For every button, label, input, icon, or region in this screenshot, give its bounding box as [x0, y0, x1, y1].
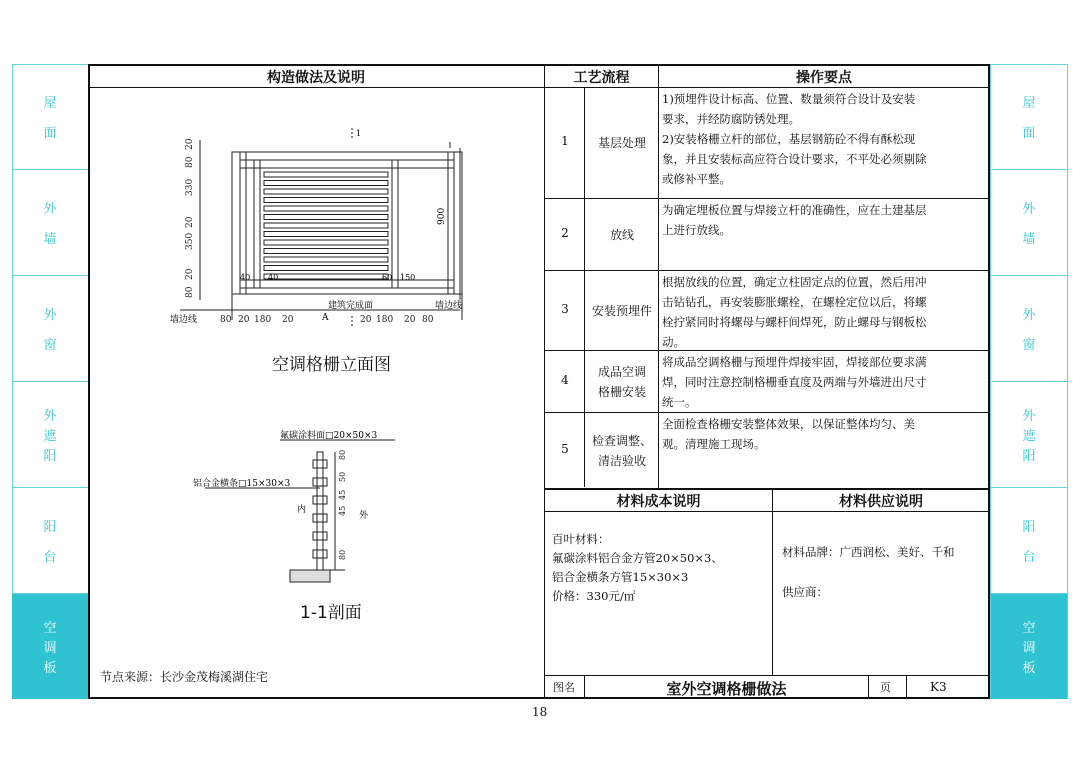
side-nav-char: 面 [1022, 126, 1036, 142]
process-row-step: 基层处理 [597, 136, 646, 150]
elevation-slat [264, 181, 388, 186]
section-dim: 50 [338, 471, 347, 482]
elevation-slat [264, 249, 388, 254]
source-note: 节点来源：长沙金茂梅溪湖住宅 [100, 670, 269, 684]
elevation-vdim: 350 [185, 232, 195, 250]
cost-line-1: 百叶材料： [552, 532, 610, 546]
cost-line-3: 铝合金横条方管15×30×3 [552, 570, 689, 584]
elevation-vdim: 20 [185, 138, 195, 150]
side-nav-char: 阳 [43, 519, 57, 535]
side-nav-char: 台 [43, 550, 57, 566]
side-nav-item-5[interactable] [991, 594, 1067, 699]
elevation-slat [264, 257, 388, 262]
elevation-top-60: 60 [382, 273, 393, 282]
section-slat [313, 532, 327, 540]
cost-header: 材料成本说明 [616, 494, 701, 510]
side-nav-char: 台 [1022, 550, 1036, 566]
elevation-finish-label: 建筑完成面 [328, 301, 374, 311]
elevation-vdim: 20 [185, 216, 195, 228]
elevation-vdim: 80 [185, 156, 195, 168]
side-nav-char: 阳 [1022, 519, 1036, 535]
materials-top-border [544, 488, 990, 490]
side-nav-char: 墙 [1022, 232, 1036, 248]
process-row-desc-line: 要求，并经防腐防锈处理。 [662, 112, 800, 126]
row-divider-3 [544, 350, 990, 351]
elevation-title: 空调格栅立面图 [272, 355, 391, 375]
process-row-desc-line: 观。清理施工现场。 [662, 437, 766, 451]
process-row-num: 3 [561, 301, 569, 316]
section-dim: 45 [338, 489, 347, 500]
side-nav-char: 屋 [1022, 95, 1036, 111]
materials-col-divider [772, 488, 773, 675]
process-row-desc-line: 2)安装格栅立杆的部位，基层钢筋砼不得有酥松现 [662, 132, 916, 146]
side-nav-char: 调 [1022, 640, 1036, 656]
elevation-post-inner-left [254, 160, 260, 288]
side-nav-char: 外 [43, 408, 57, 424]
process-row-step: 安装预埋件 [591, 303, 652, 318]
side-nav-char: 外 [1022, 201, 1036, 217]
side-nav-item-1[interactable] [12, 170, 88, 276]
process-row-desc-line: 或修补平整。 [662, 172, 731, 186]
section-inside-label: 内 [297, 505, 307, 515]
elevation-hdim: 180 [376, 315, 394, 325]
elevation-slats [264, 172, 388, 279]
supply-header: 材料供应说明 [839, 494, 923, 510]
side-nav-item-4[interactable] [12, 488, 88, 594]
section-post [317, 452, 323, 582]
section-drawing [185, 430, 415, 590]
side-nav-item-1[interactable] [991, 170, 1067, 276]
elevation-hdim: 80 [422, 315, 434, 325]
side-nav-char: 外 [1022, 307, 1036, 323]
elevation-slat [264, 274, 388, 279]
points-header: 操作要点 [796, 70, 852, 86]
side-nav-char: 板 [1022, 661, 1036, 677]
title-block-top [544, 675, 990, 676]
side-nav-char: 阳 [1022, 449, 1036, 465]
elevation-slat [264, 172, 388, 177]
elevation-top-150: 150 [400, 273, 416, 282]
section-outside-label: 外 [359, 511, 369, 521]
process-row-desc-line: 焊，同时注意控制格栅垂直度及两端与外墙进出尺寸 [662, 375, 927, 389]
side-nav-item-0[interactable] [991, 64, 1067, 170]
process-row-step: 放线 [609, 227, 634, 242]
title-page-divider-a [868, 675, 869, 699]
cost-line-2: 氟碳涂料铝合金方管20×50×3、 [552, 551, 723, 565]
elevation-slat [264, 206, 388, 211]
side-nav-char: 遮 [1022, 428, 1036, 444]
elevation-hdim: 20 [238, 315, 250, 325]
side-nav-char: 墙 [43, 232, 57, 248]
section-slat [313, 550, 327, 558]
elevation-hdim: 20 [404, 315, 416, 325]
side-nav-char: 面 [43, 126, 57, 142]
elevation-top-rail [240, 160, 454, 168]
elevation-slat [264, 266, 388, 271]
side-nav-item-3[interactable] [991, 382, 1067, 488]
process-row-num: 5 [561, 441, 569, 456]
elevation-hdim: 20 [360, 315, 372, 325]
elevation-slat [264, 240, 388, 245]
side-nav-char: 空 [1022, 620, 1036, 636]
side-nav-item-4[interactable] [991, 488, 1067, 594]
row-divider-1 [544, 198, 990, 199]
section-title: 1-1剖面 [300, 603, 362, 623]
elevation-hdim: 80 [220, 315, 232, 325]
elevation-post-inner-right [392, 160, 398, 288]
side-nav-char: 遮 [43, 428, 57, 444]
title-page-divider-b [906, 675, 907, 699]
row-divider-4 [544, 412, 990, 413]
elevation-height-label: 900 [437, 207, 447, 225]
section-dim: 80 [338, 449, 347, 460]
section-top-material: 氟碳涂料面□20×50×3 [280, 431, 378, 441]
process-row-num: 1 [561, 134, 569, 148]
elevation-slat [264, 198, 388, 203]
process-row-desc-line: 上进行放线。 [662, 223, 731, 237]
elevation-drawing [160, 120, 490, 330]
side-nav-item-2[interactable] [12, 276, 88, 382]
page-number: 18 [532, 705, 548, 719]
elevation-slat [264, 223, 388, 228]
page-label: 页 [880, 681, 891, 694]
section-slats [313, 460, 327, 558]
elevation-post-right [448, 152, 454, 294]
process-row-desc-line: 统一。 [662, 395, 697, 409]
section-slat [313, 478, 327, 486]
side-nav-char: 窗 [43, 338, 57, 354]
side-nav-item-5[interactable] [12, 594, 88, 699]
process-row-desc-line: 栓拧紧同时将螺母与螺杆间焊死，防止螺母与钢板松 [662, 315, 927, 329]
process-row-desc-line: 全面检查格栅安装整体效果，以保证整体均匀、美 [662, 417, 915, 431]
process-row-desc-line: 将成品空调格栅与预埋件焊接牢固，焊接部位要求满 [662, 355, 927, 369]
elevation-cut-marker: 1 [356, 129, 362, 138]
elevation-hdim: 180 [254, 315, 272, 325]
elevation-top-40b: 40 [268, 273, 279, 282]
section-slat [313, 496, 327, 504]
process-row-step: 检查调整、 清洁验收 [591, 433, 652, 468]
process-row-desc-line: 根据放线的位置，确定立柱固定点的位置，然后用冲 [662, 275, 927, 289]
section-dim: 45 [338, 505, 347, 516]
process-row-desc-line: 象，并且安装标高应符合设计要求，不平处必须剔除 [662, 152, 927, 166]
header-divider [88, 87, 990, 88]
elevation-hdim: 20 [282, 315, 294, 325]
side-nav-item-0[interactable] [12, 64, 88, 170]
side-nav-char: 板 [43, 661, 57, 677]
elevation-right-edge: 墙边线 [435, 301, 463, 311]
cost-line-4: 价格：330元/㎡ [552, 589, 636, 603]
step-col-divider [658, 64, 659, 488]
side-nav-char: 屋 [43, 95, 57, 111]
side-nav-char: 外 [43, 201, 57, 217]
side-nav-char: 窗 [1022, 338, 1036, 354]
elevation-slat [264, 189, 388, 194]
page-code: K3 [930, 680, 947, 694]
section-dim: 80 [338, 549, 347, 560]
row-divider-2 [544, 270, 990, 271]
process-row-desc-line: 动。 [662, 335, 685, 349]
elevation-vdim: 20 [185, 268, 195, 280]
process-row-desc-line: 击钻钻孔，再安装膨胀螺栓，在螺栓定位以后，将螺 [662, 295, 927, 309]
process-row-desc-line: 为确定埋板位置与焊接立杆的准确性，应在土建基层 [662, 203, 927, 217]
elevation-slat [264, 232, 388, 237]
process-header: 工艺流程 [573, 70, 630, 86]
side-nav-item-2[interactable] [991, 276, 1067, 382]
construction-header: 构造做法及说明 [267, 70, 365, 86]
elevation-cut-label: A [322, 313, 329, 323]
elevation-slat [264, 215, 388, 220]
process-row-desc-line: 1)预埋件设计标高、位置、数量须符合设计及安装 [662, 92, 916, 106]
process-row-num: 2 [561, 225, 569, 240]
process-row-step: 成品空调 格栅安装 [597, 364, 646, 399]
elevation-vdim: 330 [185, 178, 195, 196]
brand-line: 材料品牌：广西润松、美好、千和 [782, 545, 955, 559]
side-nav-char: 外 [1022, 408, 1036, 424]
side-nav-char: 空 [43, 620, 57, 636]
drawing-title: 室外空调格栅做法 [666, 680, 787, 698]
side-nav-char: 外 [43, 307, 57, 323]
side-nav-item-3[interactable] [12, 382, 88, 488]
elevation-left-edge: 墙边线 [170, 315, 198, 325]
title-name-label: 图名 [553, 681, 575, 694]
process-row-num: 4 [561, 372, 569, 387]
side-nav-char: 调 [43, 640, 57, 656]
elevation-vdim: 80 [185, 286, 195, 298]
side-nav-char: 阳 [43, 449, 57, 465]
section-slat [313, 514, 327, 522]
section-slat-material: 铝合金横条□15×30×3 [193, 479, 291, 489]
materials-header-divider [544, 511, 990, 512]
supplier-line: 供应商： [782, 585, 828, 599]
elevation-top-40a: 40 [240, 273, 251, 282]
section-slat [313, 460, 327, 468]
